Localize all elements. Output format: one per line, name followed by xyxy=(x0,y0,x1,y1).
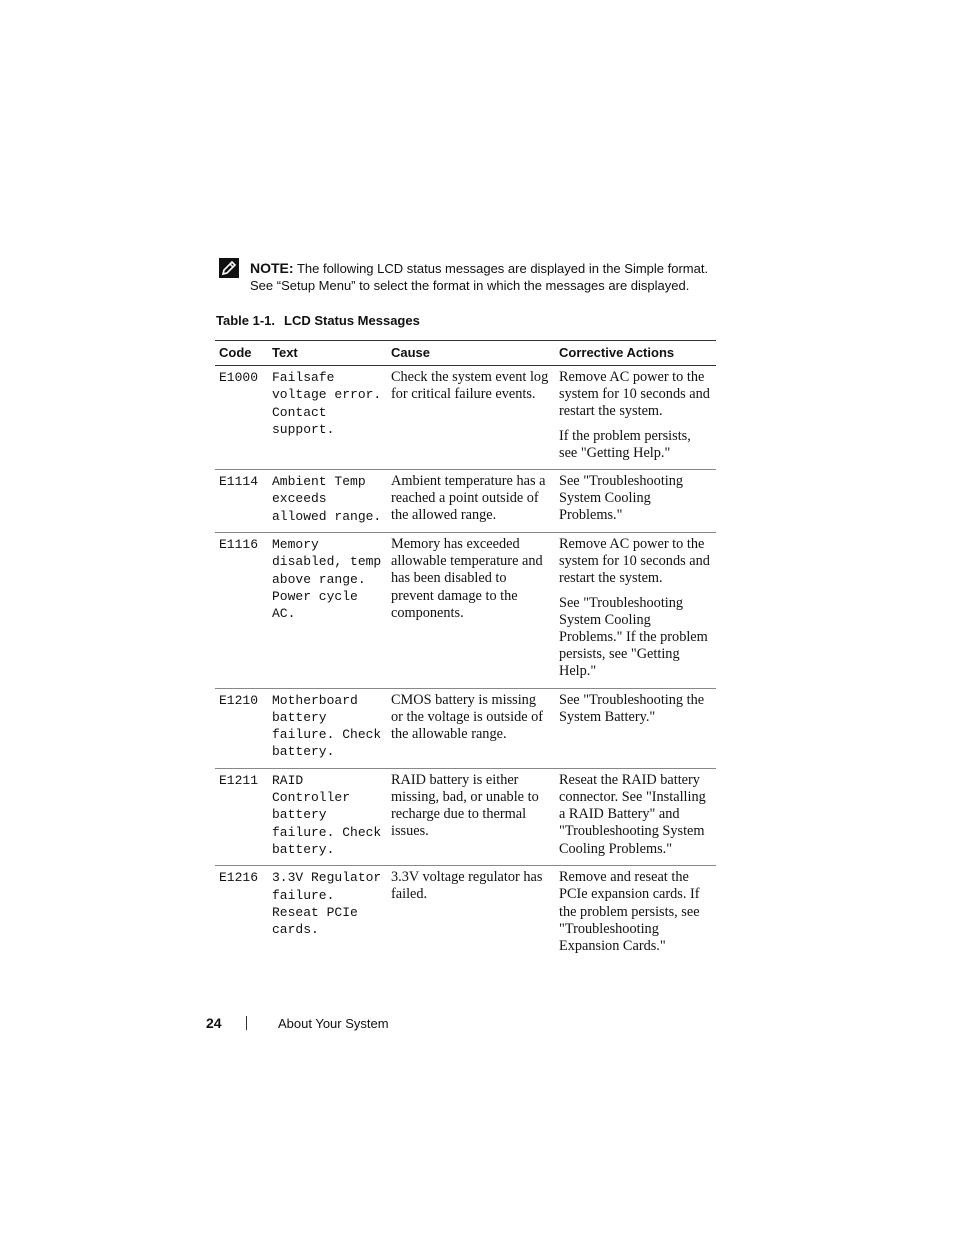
footer-separator xyxy=(246,1016,247,1030)
table-caption-number: Table 1-1. xyxy=(216,313,276,328)
action-paragraph: Remove AC power to the system for 10 seconds and restart the system. xyxy=(559,369,710,420)
action-paragraph: See "Troubleshooting System Cooling Problems." If the problem persists, see "Getting Help." xyxy=(559,594,708,680)
cell-code: E1116 xyxy=(215,532,268,688)
page-number: 24 xyxy=(206,1015,222,1031)
action-paragraph: If the problem persists, see "Getting Help." xyxy=(559,427,691,461)
cell-actions xyxy=(555,532,716,688)
table-header-row xyxy=(215,341,716,366)
table-caption xyxy=(216,313,420,328)
lcd-status-table xyxy=(215,340,716,962)
cell-cause: CMOS battery is missing or the voltage is outside of the allowable range. xyxy=(387,688,555,768)
note-text xyxy=(250,260,725,294)
pencil-note-icon xyxy=(219,258,239,278)
header-cause: Cause xyxy=(387,341,555,366)
cell-text: RAID Controller battery failure. Check battery. xyxy=(268,768,387,865)
cell-text: Failsafe voltage error. Contact support. xyxy=(268,366,387,470)
cell-actions xyxy=(555,366,716,470)
note-label: NOTE: xyxy=(250,260,294,276)
cell-code: E1114 xyxy=(215,470,268,533)
table-row xyxy=(215,470,716,533)
table-row xyxy=(215,768,716,865)
note-body: The following LCD status messages are displayed in the Simple format. See “Setup Menu” to select the format in which the messages are displayed. xyxy=(250,261,709,293)
cell-text: Ambient Temp exceeds allowed range. xyxy=(268,470,387,533)
cell-code: E1210 xyxy=(215,688,268,768)
cell-actions xyxy=(555,768,716,865)
cell-code: E1216 xyxy=(219,870,259,886)
cell-code: E1000 xyxy=(215,366,268,470)
action-paragraph: Reseat the RAID battery connector. See "Installing a RAID Battery" and "Troubleshooting System Cooling Problems." xyxy=(559,771,706,857)
table-row xyxy=(215,866,716,963)
cell-cause: Memory has exceeded allowable temperature and has been disabled to prevent damage to the components. xyxy=(387,532,555,688)
cell-actions xyxy=(555,866,716,963)
action-paragraph: Remove AC power to the system for 10 seconds and restart the system. xyxy=(559,535,710,587)
action-paragraph: Remove and reseat the PCIe expansion cards. If the problem persists, see "Troubleshooting Expansion Cards." xyxy=(559,869,700,955)
action-paragraph: See "Troubleshooting System Cooling Problems." xyxy=(559,473,684,524)
cell-cause: Ambient temperature has a reached a point outside of the allowed range. xyxy=(387,470,555,533)
header-text: Text xyxy=(268,341,387,366)
cell-text: Memory disabled, temp above range. Power cycle AC. xyxy=(268,532,387,688)
header-code: Code xyxy=(215,341,268,366)
cell-cause: Check the system event log for critical failure events. xyxy=(387,366,555,470)
action-paragraph: See "Troubleshooting the System Battery." xyxy=(559,691,705,725)
cell-text: Motherboard battery failure. Check battery. xyxy=(268,688,387,768)
header-actions: Corrective Actions xyxy=(555,341,716,366)
cell-text: 3.3V Regulator failure. Reseat PCIe cards. xyxy=(272,870,382,938)
footer-section-title: About Your System xyxy=(278,1016,389,1031)
cell-cause: RAID battery is either missing, bad, or unable to recharge due to thermal issues. xyxy=(387,768,555,865)
table-row xyxy=(215,532,716,688)
table-row xyxy=(215,688,716,768)
cell-actions xyxy=(555,688,716,768)
table-row xyxy=(215,366,716,470)
cell-cause: 3.3V voltage regulator has failed. xyxy=(391,869,543,903)
cell-actions xyxy=(555,470,716,533)
table-caption-title: LCD Status Messages xyxy=(284,313,420,328)
cell-code: E1211 xyxy=(215,768,268,865)
